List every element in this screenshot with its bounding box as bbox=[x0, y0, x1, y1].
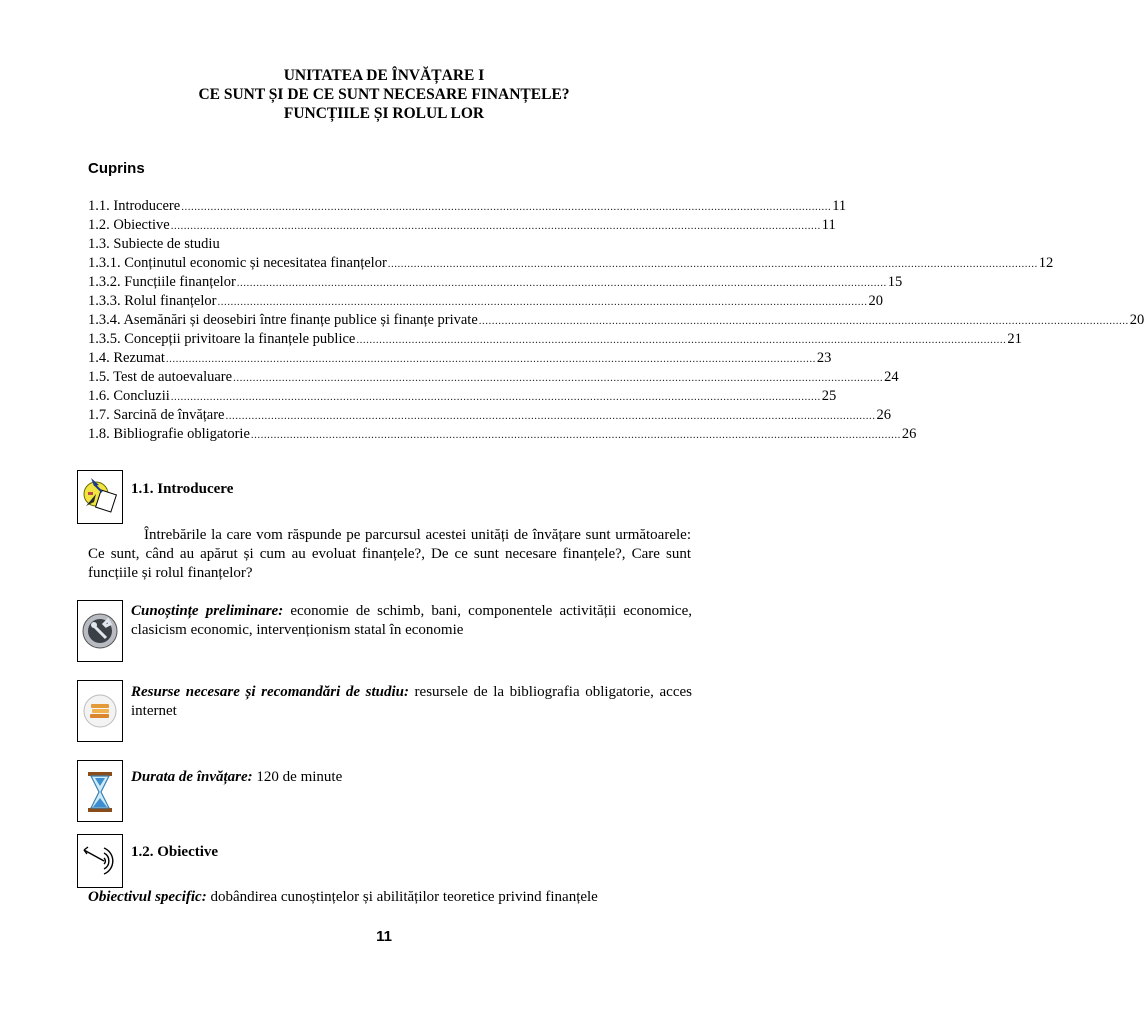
prior-knowledge-label: Cunoștințe preliminare: bbox=[131, 603, 284, 619]
toc-row bbox=[88, 426, 917, 445]
toc-entry-page: 26 bbox=[901, 426, 917, 442]
toc-entry-label: 1.2. Obiective bbox=[88, 217, 170, 233]
toc-leader-dots: ........................................................................................................................................................................................................ bbox=[165, 353, 816, 365]
books-icon bbox=[77, 680, 123, 742]
resources-text: resursele de la bibliografia obligatorie, acces internet bbox=[131, 684, 692, 719]
pointer-icon bbox=[77, 470, 123, 524]
toc-entry-label: 1.3.1. Conținutul economic și necesitatea finanțelor bbox=[88, 255, 387, 271]
toc-entry-page: 20 bbox=[868, 293, 883, 309]
toc-leader-dots: ........................................................................................................................................................................................................ bbox=[170, 391, 821, 403]
intro-paragraph: Întrebările la care vom răspunde pe parcursul acestei unități de învățare sunt următoarele: Ce sunt, când au apărut și cum au evoluat finanțele?, De ce sunt necesare finanțele?, Care sunt funcțiile și rolul finanțelor? bbox=[88, 527, 691, 581]
toc-heading: Cuprins bbox=[88, 160, 145, 177]
toc-leader-dots: ........................................................................................................................................................................................................ bbox=[170, 220, 821, 232]
toc-row bbox=[88, 331, 1022, 350]
toc-entry-label: 1.3.3. Rolul finanțelor bbox=[88, 293, 217, 309]
objective-paragraph bbox=[88, 888, 698, 907]
hourglass-icon bbox=[77, 760, 123, 822]
toc-entry-page: 11 bbox=[821, 217, 836, 233]
toc-row bbox=[88, 312, 1144, 331]
toc-entry-page: 20 bbox=[1129, 312, 1144, 328]
page-number: 11 bbox=[376, 928, 392, 945]
toc-row bbox=[88, 198, 847, 217]
toc-row bbox=[88, 255, 1054, 274]
toc-leader-dots: ........................................................................................................................................................................................................ bbox=[225, 410, 876, 422]
prior-knowledge-text: economie de schimb, bani, componentele activității economice, clasicism economic, intervenționism statal în economie bbox=[131, 603, 692, 638]
toc-row bbox=[88, 293, 883, 312]
toc-row bbox=[88, 407, 891, 426]
toc-entry-label: 1.5. Test de autoevaluare bbox=[88, 369, 233, 385]
target-icon bbox=[77, 834, 123, 888]
toc-leader-dots: ........................................................................................................................................................................................................ bbox=[478, 315, 1129, 327]
toc-entry-page: 26 bbox=[876, 407, 891, 423]
toc-entry-page: 25 bbox=[821, 388, 837, 404]
toc-leader-dots: ........................................................................................................................................................................................................ bbox=[217, 296, 868, 308]
toc-row bbox=[88, 217, 836, 236]
toc-entry-page: 24 bbox=[884, 369, 899, 385]
resources-paragraph bbox=[131, 683, 692, 721]
toc-leader-dots: ........................................................................................................................................................................................................ bbox=[356, 334, 1007, 346]
toc-entry-label: 1.3. Subiecte de studiu bbox=[88, 236, 220, 252]
toc-leader-dots: ........................................................................................................................................................................................................ bbox=[236, 277, 887, 289]
unit-title: UNITATEA DE ÎNVĂȚARE I bbox=[283, 67, 485, 84]
toc-leader-dots: ........................................................................................................................................................................................................ bbox=[181, 201, 832, 213]
toc-entry-label: 1.3.2. Funcțiile finanțelor bbox=[88, 274, 236, 290]
objective-label: Obiectivul specific: bbox=[88, 889, 207, 905]
table-of-contents bbox=[88, 198, 1144, 445]
duration-text: 120 de minute bbox=[252, 769, 343, 785]
duration-paragraph bbox=[131, 768, 692, 787]
prior-knowledge-paragraph bbox=[131, 602, 692, 640]
toc-row bbox=[88, 350, 832, 369]
toc-leader-dots: ........................................................................................................................................................................................................ bbox=[387, 258, 1038, 270]
duration-label: Durata de învățare: bbox=[131, 769, 253, 785]
toc-entry-page: 15 bbox=[887, 274, 903, 290]
section-heading-obiective: 1.2. Obiective bbox=[131, 844, 219, 860]
toc-entry-label: 1.3.5. Concepții privitoare la finanțele publice bbox=[88, 331, 356, 347]
toc-row bbox=[88, 236, 688, 255]
toc-entry-label: 1.1. Introducere bbox=[88, 198, 181, 214]
toc-row bbox=[88, 388, 837, 407]
wrench-icon bbox=[77, 600, 123, 662]
toc-entry-label: 1.7. Sarcină de învățare bbox=[88, 407, 225, 423]
toc-row bbox=[88, 274, 903, 293]
section-heading-introducere: 1.1. Introducere bbox=[131, 481, 234, 497]
toc-entry-label: 1.4. Rezumat bbox=[88, 350, 165, 366]
objective-text: dobândirea cunoștințelor și abilităților teoretice privind finanțele bbox=[206, 889, 598, 905]
toc-leader-dots: ........................................................................................................................................................................................................ bbox=[233, 372, 884, 384]
unit-subtitle-2: FUNCȚIILE ȘI ROLUL LOR bbox=[283, 105, 485, 122]
resources-label: Resurse necesare și recomandări de studiu: bbox=[131, 684, 409, 700]
toc-entry-page: 23 bbox=[816, 350, 832, 366]
toc-entry-page: 12 bbox=[1038, 255, 1054, 271]
toc-leader-dots: ........................................................................................................................................................................................................ bbox=[250, 429, 901, 441]
toc-row bbox=[88, 369, 899, 388]
toc-entry-label: 1.3.4. Asemănări și deosebiri între finanțe publice și finanțe private bbox=[88, 312, 478, 328]
toc-entry-label: 1.6. Concluzii bbox=[88, 388, 170, 404]
toc-entry-page: 21 bbox=[1007, 331, 1022, 347]
toc-entry-page: 11 bbox=[832, 198, 847, 214]
unit-subtitle: CE SUNT ȘI DE CE SUNT NECESARE FINANȚELE? bbox=[198, 86, 570, 103]
toc-entry-label: 1.8. Bibliografie obligatorie bbox=[88, 426, 250, 442]
